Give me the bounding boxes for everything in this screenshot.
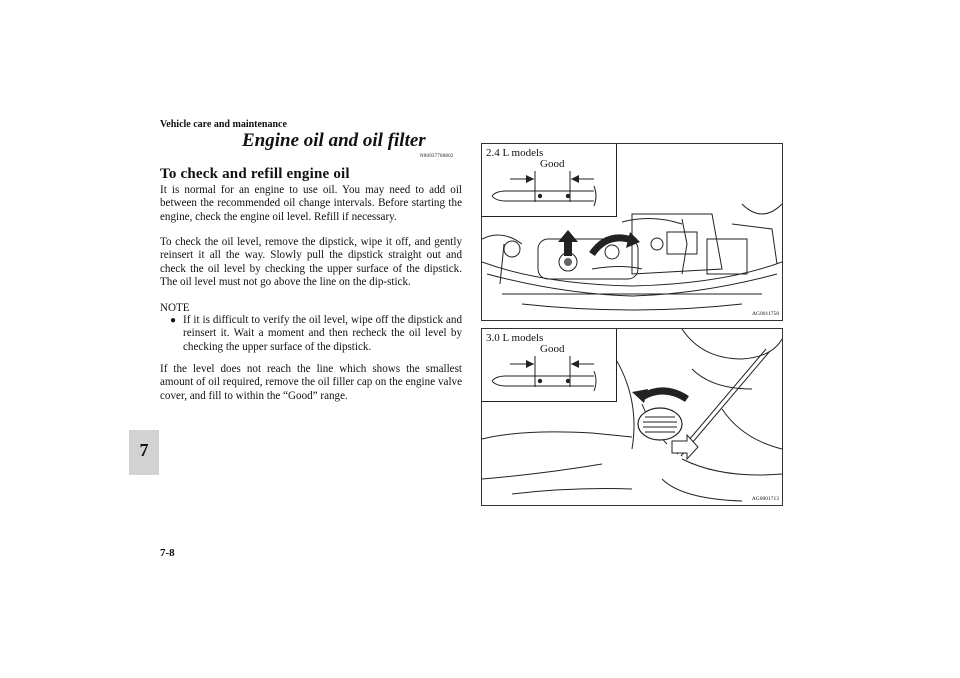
note-label: NOTE [160, 302, 190, 314]
section-title: Engine oil and oil filter [242, 130, 426, 151]
inset-label-2-4: 2.4 L models [486, 147, 544, 159]
subsection-title: To check and refill engine oil [160, 166, 350, 182]
figure-code-3-0: AG0001713 [751, 496, 779, 502]
good-range-label-2-4: Good [540, 158, 565, 170]
running-header: Vehicle care and maintenance [160, 119, 287, 130]
note-text: If it is difficult to verify the oil level, wipe off the dipstick and reinsert it. Wait a moment and then recheck the oil level by checking the upper surface of the dipstick. [183, 314, 462, 353]
figure-engine-2-4 [481, 143, 783, 321]
chapter-number: 7 [139, 440, 149, 460]
dipstick-icon [482, 329, 616, 401]
dipstick-inset-3-0 [482, 329, 617, 402]
note-bullet: ● [170, 315, 177, 326]
dipstick-inset-2-4 [482, 144, 617, 217]
page-number: 7-8 [160, 547, 175, 559]
paragraph-refill: If the level does not reach the line which shows the smallest amount of oil required, remove the oil filler cap on the engine valve cover, and fill to within the “Good” range. [160, 363, 462, 402]
figure-engine-3-0 [481, 328, 783, 506]
section-code: N00937700802 [420, 154, 454, 159]
dipstick-icon [482, 144, 616, 216]
good-range-label-3-0: Good [540, 343, 565, 355]
paragraph-oil-consumption: It is normal for an engine to use oil. You may need to add oil between the recommended oil change intervals. Before starting the engine, check the engine oil level. Refill if necessary. [160, 184, 462, 223]
figure-code-2-4: AG0011758 [752, 311, 779, 317]
paragraph-check-oil-level: To check the oil level, remove the dipstick, wipe it off, and gently reinsert it all the way. Slowly pull the dipstick straight out and check the oil level by checking the upper surface of the dipstick. The oil level must not go above the line on the dip-stick. [160, 236, 462, 289]
inset-label-3-0: 3.0 L models [486, 332, 544, 344]
